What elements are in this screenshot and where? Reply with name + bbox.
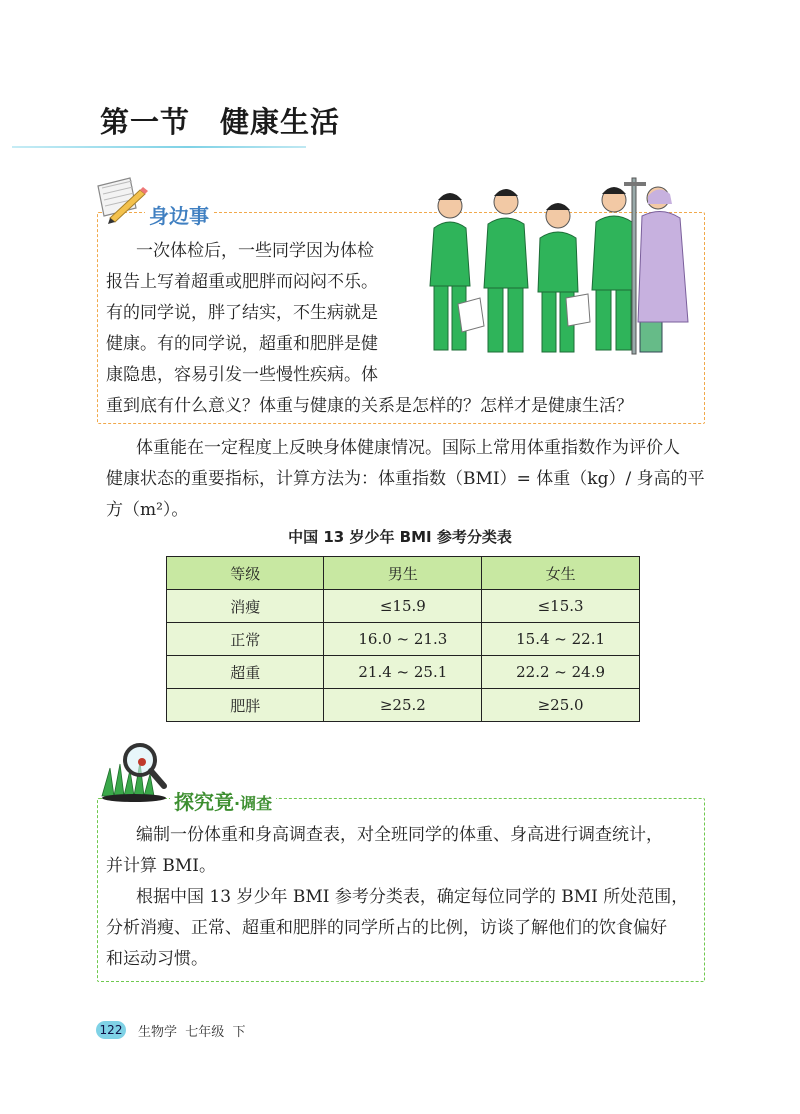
story-line: 一次体检后，一些同学因为体检 <box>136 241 374 261</box>
inquiry-line: 编制一份体重和身高调查表，对全班同学的体重、身高进行调查统计， <box>136 825 663 845</box>
table-header-cell: 等级 <box>167 557 324 590</box>
table-cell: ≥25.2 <box>324 689 482 722</box>
inquiry-line: 根据中国 13 岁少年 BMI 参考分类表，确定每位同学的 BMI 所处范围， <box>136 887 689 907</box>
inquiry-line: 和运动习惯。 <box>106 949 208 969</box>
table-cell: 15.4 ~ 22.1 <box>482 623 640 656</box>
table-header-row <box>167 557 640 590</box>
page-number: 122 <box>96 1021 126 1039</box>
table-cell: ≤15.3 <box>482 590 640 623</box>
table-caption: 中国 13 岁少年 BMI 参考分类表 <box>288 528 512 546</box>
table-cell: 超重 <box>167 656 324 689</box>
table-row <box>167 656 640 689</box>
health-check-illustration <box>418 176 690 360</box>
page-title: 第一节 健康生活 <box>100 105 341 139</box>
body-line: 健康状态的重要指标，计算方法为：体重指数（BMI）= 体重（kg）/ 身高的平 <box>106 469 705 489</box>
body-line: 体重能在一定程度上反映身体健康情况。国际上常用体重指数作为评价人 <box>136 438 680 458</box>
table-cell: 21.4 ~ 25.1 <box>324 656 482 689</box>
table-cell: 正常 <box>167 623 324 656</box>
table-cell: 16.0 ~ 21.3 <box>324 623 482 656</box>
story-line: 报告上写着超重或肥胖而闷闷不乐。 <box>106 272 378 292</box>
table-header-cell: 男生 <box>324 557 482 590</box>
table-row <box>167 623 640 656</box>
table-header-cell: 女生 <box>482 557 640 590</box>
inquiry-subtitle: ·调查 <box>234 794 273 813</box>
story-line: 有的同学说，胖了结实，不生病就是 <box>106 303 378 323</box>
body-line: 方（m²）。 <box>106 500 189 520</box>
inquiry-heading <box>170 786 276 815</box>
story-heading: 身边事 <box>145 200 213 229</box>
table-cell: ≥25.0 <box>482 689 640 722</box>
table-cell: ≤15.9 <box>324 590 482 623</box>
book-title: 生物学 七年级 下 <box>138 1025 246 1040</box>
notepad-pencil-icon <box>92 172 150 224</box>
table-cell: 22.2 ~ 24.9 <box>482 656 640 689</box>
table-row <box>167 689 640 722</box>
table-row <box>167 590 640 623</box>
story-line: 健康。有的同学说，超重和肥胖是健 <box>106 334 378 354</box>
bmi-table <box>166 556 640 722</box>
title-underline <box>12 146 306 148</box>
inquiry-line: 分析消瘦、正常、超重和肥胖的同学所占的比例，访谈了解他们的饮食偏好 <box>106 918 667 938</box>
table-cell: 肥胖 <box>167 689 324 722</box>
inquiry-line: 并计算 BMI。 <box>106 856 217 876</box>
magnifier-grass-icon <box>100 740 170 802</box>
table-cell: 消瘦 <box>167 590 324 623</box>
inquiry-title: 探究竟 <box>174 790 234 814</box>
story-line: 重到底有什么意义？体重与健康的关系是怎样的？怎样才是健康生活？ <box>106 396 633 416</box>
story-line: 康隐患，容易引发一些慢性疾病。体 <box>106 365 378 385</box>
